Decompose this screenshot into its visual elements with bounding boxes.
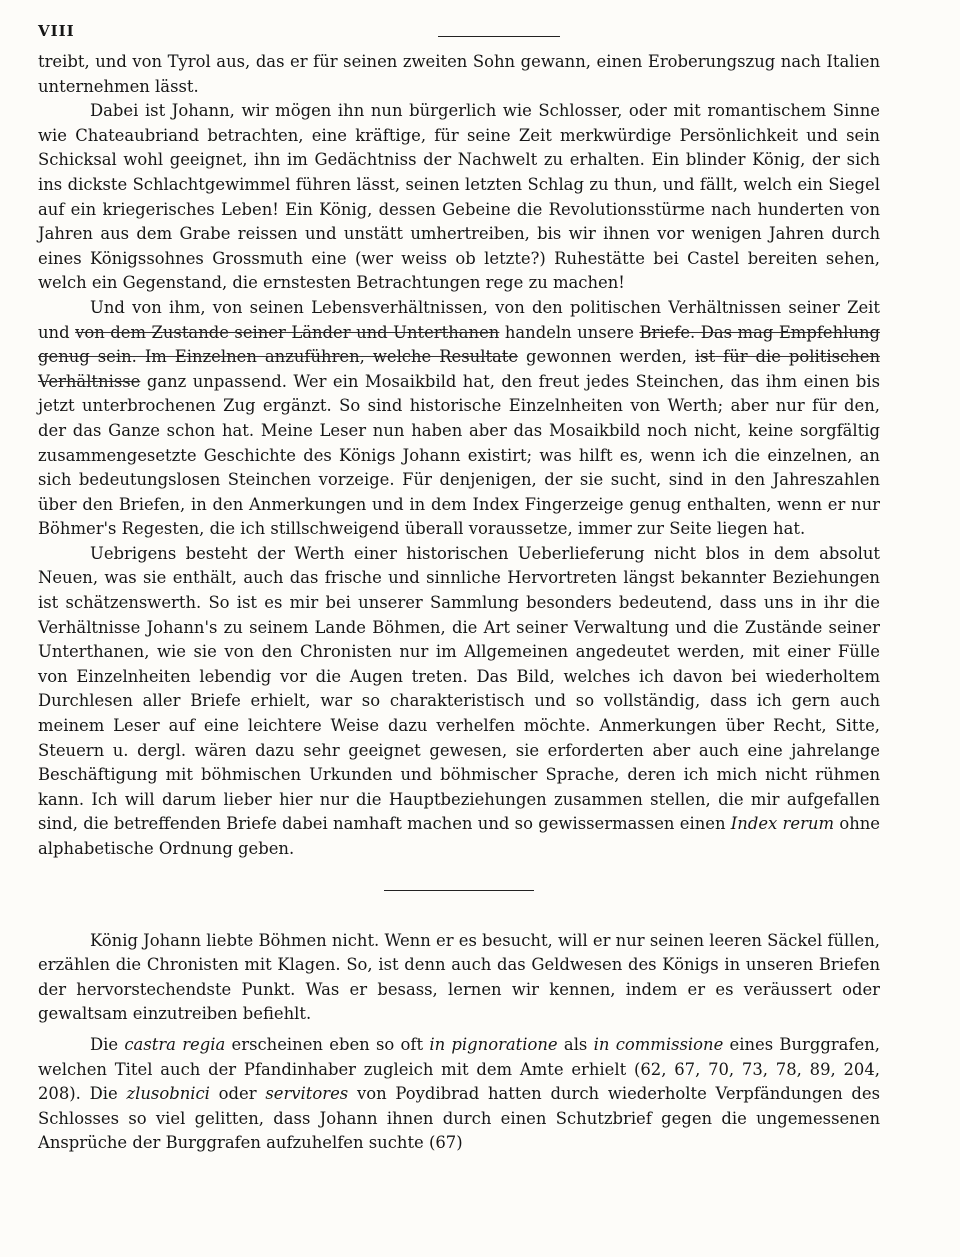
paragraph-continued: treibt, und von Tyrol aus, das er für seinen zweiten Sohn gewann, einen Eroberungszug nach Italien unternehmen lässt. [38, 52, 880, 96]
text-run: gewonnen werden, [518, 347, 695, 367]
text-run: als [557, 1034, 594, 1054]
paragraph-finances: König Johann liebte Böhmen nicht. Wenn er es besucht, will er nur seinen leeren Säckel füllen, erzählen die Chronisten mit Klagen. So, ist denn auch das Geldwesen des Königs in unseren Briefen der hervorstechendste Punkt. Was er besass, lernen wir kennen, indem er es veräussert oder gewaltsam einzutreiben befiehlt. [38, 930, 880, 1024]
paragraph-mosaic [38, 296, 880, 542]
italic-term: castra regia [124, 1034, 226, 1054]
text-run: ganz unpassend. Wer ein Mosaikbild hat, den freut jedes Steinchen, das ihm einen bis jetzt unterbrochenen Zug ergänzt. So sind historische Einzelnheiten von Werth; aber nur für den, der das Ganze schon hat. Meine Leser nun haben aber das Mosaikbild noch nicht, keine sorgfältig zusammengesetzte Geschichte des Königs Johann existirt; was hilft es, wenn ich die einzelnen, an sich bedeutungslosen Steinchen vorzeige. Für denjenigen, der sie sucht, sind in den Jahreszahlen über den Briefen, in den Anmerkungen und in dem Index Fingerzeige genug enthalten, wenn er nur Böhmer's Regesten, die ich stillschweigend überall voraussetze, immer zur Seite liegen hat. [38, 371, 880, 539]
italic-term: in commissione [593, 1034, 724, 1054]
header-rule [438, 36, 560, 37]
text-run: oder [209, 1084, 266, 1104]
struck-text: ist für die politischen Verhältnisse [38, 347, 880, 391]
document-page [38, 22, 880, 1156]
paragraph-johann: Dabei ist Johann, wir mögen ihn nun bürgerlich wie Schlosser, oder mit romantischem Sinne wie Chateaubriand betrachten, eine kräftige, für seine Zeit merkwürdige Persönlichkeit und sein Schicksal wohl geeignet, ihn im Gedächtniss der Nachwelt zu erhalten. Ein blinder König, der sich ins dickste Schlachtgewimmel führen lässt, seinen letzten Schlag zu thun, und fällt, welch ein Siegel auf ein kriegerisches Leben! Ein König, dessen Gebeine die Revolutionsstürme nach hunderten von Jahren aus dem Grabe reissen und unstätt umhertreiben, bis wir ihnen vor wenigen Jahren durch eines Königssohnes Grossmuth eine (wer weiss ob letzte?) Ruhestätte bei Castel bereiten sehen, welch ein Gegenstand, die ernstesten Betrachtungen rege zu machen! [38, 101, 880, 293]
page-header [38, 22, 880, 50]
text-run: Und von ihm, von seinen Lebensverhältnissen, von den politischen Verhältnissen seiner Zeit und [38, 297, 880, 342]
page-number: VIII [38, 22, 75, 40]
paragraph-castra [38, 1033, 880, 1156]
text-run: handeln unsere [499, 322, 640, 342]
struck-text: Briefe. Das mag Empfehlung genug sein. Im Einzelnen anzuführen, welche Resultate [38, 322, 880, 367]
italic-term: servitores [265, 1084, 349, 1104]
section-preface [38, 50, 880, 862]
text-run: erscheinen eben so oft [225, 1034, 430, 1054]
text-run: von Poydibrad hatten durch wiederholte Verpfändungen des Schlosses so viel gelitten, dass Johann ihnen durch einen Schutzbrief gegen die ungemessenen Ansprüche der Burggrafen aufzuhelfen suchte (67) [38, 1084, 880, 1153]
paragraph-tradition [38, 542, 880, 862]
italic-term: in pignoratione [429, 1034, 558, 1054]
text-run: Die [90, 1034, 125, 1054]
section-divider [384, 890, 534, 891]
text-run: Uebrigens besteht der Werth einer historischen Ueberlieferung nicht blos in dem absolut Neuen, was sie enthält, auch das frische und sinnliche Hervortreten längst bekannter Beziehungen ist schätzenswerth. So ist es mir bei unserer Sammlung besonders bedeutend, dass uns in ihr die Verhältnisse Johann's zu seinem Lande Böhmen, die Art seiner Verwaltung und die Zustände seiner Unterthanen, wie sie von den Chronisten nur im Allgemeinen angedeutet werden, mit einer Fülle von Einzelnheiten lebendig vor die Augen treten. Das Bild, welches ich davon bei wiederholtem Durchlesen aller Briefe erhielt, war so charakteristisch und so vollständig, dass ich gern auch meinem Leser auf eine leichtere Weise dazu verhelfen möchte. Anmerkungen über Recht, Sitte, Steuern u. dergl. wären dazu sehr geeignet gewesen, sie erforderten aber auch eine jahrelange Beschäftigung mit böhmischen Urkunden und böhmischer Sprache, deren ich mich nicht rühmen kann. Ich will darum lieber hier nur die Hauptbeziehungen zusammen stellen, die mir aufgefallen sind, die betreffenden Briefe dabei namhaft machen und so gewissermassen einen [38, 543, 880, 834]
text-run: ohne alphabetische Ordnung geben. [38, 814, 881, 858]
section-finances [38, 929, 880, 1156]
text-run: eines Burggrafen, welchen Titel auch der Pfandinhaber zugleich mit dem Amte erhielt (62, 67, 70, 73, 78, 89, 204, 208). Die [38, 1034, 880, 1104]
italic-term: Index rerum [730, 814, 835, 834]
italic-term: zlusobnici [126, 1084, 210, 1104]
struck-text: von dem Zustande seiner Länder und Unterthanen [75, 322, 500, 342]
